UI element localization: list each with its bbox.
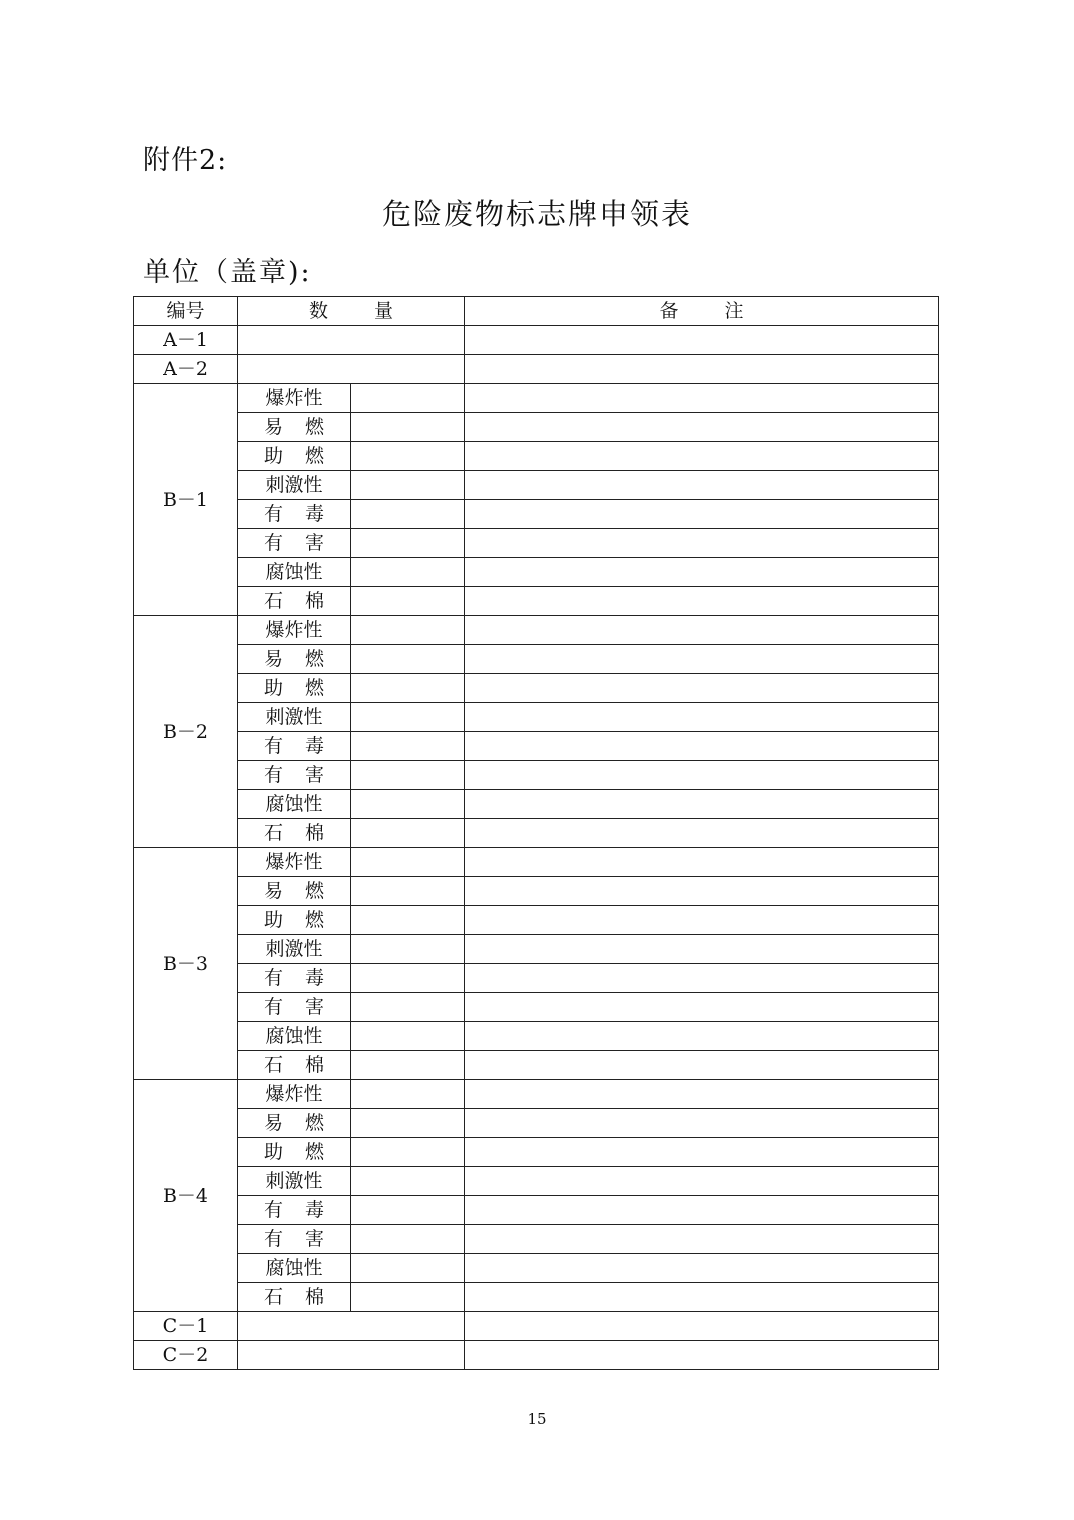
group-code: B－1: [134, 384, 238, 616]
remark-cell[interactable]: [465, 790, 939, 819]
row-code: C－2: [134, 1341, 238, 1370]
quantity-cell[interactable]: [351, 413, 465, 442]
remark-cell[interactable]: [465, 877, 939, 906]
table-row: [134, 1312, 939, 1341]
header-remark: 备 注: [465, 297, 939, 326]
category-label: 石 棉: [238, 1051, 351, 1080]
quantity-cell[interactable]: [351, 674, 465, 703]
category-label: 腐蚀性: [238, 1254, 351, 1283]
category-label: 易 燃: [238, 413, 351, 442]
table-row: [134, 326, 939, 355]
category-label: 助 燃: [238, 906, 351, 935]
quantity-cell[interactable]: [351, 558, 465, 587]
table-row: [134, 819, 939, 848]
remark-cell[interactable]: [465, 529, 939, 558]
remark-cell[interactable]: [465, 732, 939, 761]
quantity-cell[interactable]: [351, 848, 465, 877]
table-row: [134, 355, 939, 384]
table-row: [134, 529, 939, 558]
table-row: [134, 558, 939, 587]
quantity-cell[interactable]: [351, 1283, 465, 1312]
quantity-cell[interactable]: [238, 326, 465, 355]
remark-cell[interactable]: [465, 906, 939, 935]
table-row: [134, 1080, 939, 1109]
table-row: [134, 471, 939, 500]
category-label: 腐蚀性: [238, 790, 351, 819]
table-row: [134, 906, 939, 935]
page-number: 15: [527, 1410, 547, 1428]
category-label: 爆炸性: [238, 848, 351, 877]
table-row: [134, 732, 939, 761]
table-row: [134, 1051, 939, 1080]
quantity-cell[interactable]: [351, 1254, 465, 1283]
category-label: 刺激性: [238, 1167, 351, 1196]
table-row: [134, 645, 939, 674]
remark-cell[interactable]: [465, 355, 939, 384]
remark-cell[interactable]: [465, 645, 939, 674]
row-code: A－1: [134, 326, 238, 355]
table-row: [134, 1196, 939, 1225]
quantity-cell[interactable]: [351, 761, 465, 790]
quantity-cell[interactable]: [351, 1022, 465, 1051]
quantity-cell[interactable]: [351, 877, 465, 906]
quantity-cell[interactable]: [351, 993, 465, 1022]
table-row: [134, 674, 939, 703]
table-row: [134, 1225, 939, 1254]
quantity-cell[interactable]: [351, 1051, 465, 1080]
remark-cell[interactable]: [465, 1080, 939, 1109]
table-row: [134, 500, 939, 529]
remark-cell[interactable]: [465, 1254, 939, 1283]
quantity-cell[interactable]: [351, 732, 465, 761]
category-label: 有 毒: [238, 500, 351, 529]
quantity-cell[interactable]: [351, 1138, 465, 1167]
remark-cell[interactable]: [465, 413, 939, 442]
category-label: 易 燃: [238, 645, 351, 674]
quantity-cell[interactable]: [351, 964, 465, 993]
category-label: 石 棉: [238, 587, 351, 616]
remark-cell[interactable]: [465, 703, 939, 732]
quantity-cell[interactable]: [351, 529, 465, 558]
quantity-cell[interactable]: [351, 384, 465, 413]
remark-cell[interactable]: [465, 326, 939, 355]
table-row: [134, 1167, 939, 1196]
category-label: 有 害: [238, 761, 351, 790]
category-label: 易 燃: [238, 877, 351, 906]
remark-cell[interactable]: [465, 935, 939, 964]
category-label: 有 害: [238, 993, 351, 1022]
category-label: 有 害: [238, 529, 351, 558]
attachment-label: 附件2:: [143, 145, 228, 176]
quantity-cell[interactable]: [238, 1312, 465, 1341]
quantity-cell[interactable]: [351, 442, 465, 471]
category-label: 助 燃: [238, 1138, 351, 1167]
table-row: [134, 1138, 939, 1167]
quantity-cell[interactable]: [351, 471, 465, 500]
remark-cell[interactable]: [465, 819, 939, 848]
quantity-cell[interactable]: [351, 1167, 465, 1196]
remark-cell[interactable]: [465, 848, 939, 877]
category-label: 刺激性: [238, 935, 351, 964]
remark-cell[interactable]: [465, 587, 939, 616]
form-title: 危险废物标志牌申领表: [381, 197, 692, 231]
table-row: [134, 993, 939, 1022]
remark-cell[interactable]: [465, 1167, 939, 1196]
table-row: [134, 848, 939, 877]
category-label: 石 棉: [238, 1283, 351, 1312]
table-row: [134, 790, 939, 819]
group-code: B－4: [134, 1080, 238, 1312]
category-label: 刺激性: [238, 471, 351, 500]
table-row: [134, 413, 939, 442]
category-label: 助 燃: [238, 674, 351, 703]
header-code: 编号: [134, 297, 238, 326]
quantity-cell[interactable]: [351, 819, 465, 848]
category-label: 爆炸性: [238, 616, 351, 645]
row-code: C－1: [134, 1312, 238, 1341]
remark-cell[interactable]: [465, 1051, 939, 1080]
category-label: 刺激性: [238, 703, 351, 732]
remark-cell[interactable]: [465, 500, 939, 529]
table-row: [134, 1022, 939, 1051]
unit-seal-label: 单位（盖章):: [143, 257, 312, 288]
remark-cell[interactable]: [465, 1225, 939, 1254]
category-label: 爆炸性: [238, 384, 351, 413]
table-row: [134, 761, 939, 790]
category-label: 腐蚀性: [238, 558, 351, 587]
quantity-cell[interactable]: [351, 1196, 465, 1225]
quantity-cell[interactable]: [238, 355, 465, 384]
remark-cell[interactable]: [465, 964, 939, 993]
quantity-cell[interactable]: [351, 1080, 465, 1109]
category-label: 腐蚀性: [238, 1022, 351, 1051]
category-label: 石 棉: [238, 819, 351, 848]
table-header-row: [134, 297, 939, 326]
category-label: 有 毒: [238, 732, 351, 761]
table-row: [134, 1341, 939, 1370]
table-row: [134, 1254, 939, 1283]
category-label: 有 毒: [238, 964, 351, 993]
table-body: [134, 297, 939, 1370]
quantity-cell[interactable]: [351, 616, 465, 645]
remark-cell[interactable]: [465, 1138, 939, 1167]
remark-cell[interactable]: [465, 993, 939, 1022]
table-row: [134, 877, 939, 906]
table-row: [134, 1283, 939, 1312]
table-row: [134, 1109, 939, 1138]
quantity-cell[interactable]: [238, 1341, 465, 1370]
application-table: [133, 296, 939, 1370]
remark-cell[interactable]: [465, 1283, 939, 1312]
table-row: [134, 384, 939, 413]
quantity-cell[interactable]: [351, 587, 465, 616]
remark-cell[interactable]: [465, 761, 939, 790]
remark-cell[interactable]: [465, 1312, 939, 1341]
remark-cell[interactable]: [465, 1109, 939, 1138]
header-quantity: 数 量: [238, 297, 465, 326]
row-code: A－2: [134, 355, 238, 384]
group-code: B－3: [134, 848, 238, 1080]
remark-cell[interactable]: [465, 384, 939, 413]
table-row: [134, 935, 939, 964]
remark-cell[interactable]: [465, 1196, 939, 1225]
table-row: [134, 587, 939, 616]
category-label: 爆炸性: [238, 1080, 351, 1109]
quantity-cell[interactable]: [351, 703, 465, 732]
quantity-cell[interactable]: [351, 1109, 465, 1138]
quantity-cell[interactable]: [351, 935, 465, 964]
remark-cell[interactable]: [465, 674, 939, 703]
table-row: [134, 616, 939, 645]
quantity-cell[interactable]: [351, 500, 465, 529]
category-label: 易 燃: [238, 1109, 351, 1138]
quantity-cell[interactable]: [351, 906, 465, 935]
table-row: [134, 703, 939, 732]
group-code: B－2: [134, 616, 238, 848]
remark-cell[interactable]: [465, 471, 939, 500]
remark-cell[interactable]: [465, 1022, 939, 1051]
remark-cell[interactable]: [465, 616, 939, 645]
remark-cell[interactable]: [465, 1341, 939, 1370]
category-label: 助 燃: [238, 442, 351, 471]
remark-cell[interactable]: [465, 442, 939, 471]
table-row: [134, 442, 939, 471]
category-label: 有 毒: [238, 1196, 351, 1225]
category-label: 有 害: [238, 1225, 351, 1254]
table-row: [134, 964, 939, 993]
remark-cell[interactable]: [465, 558, 939, 587]
quantity-cell[interactable]: [351, 790, 465, 819]
quantity-cell[interactable]: [351, 645, 465, 674]
quantity-cell[interactable]: [351, 1225, 465, 1254]
